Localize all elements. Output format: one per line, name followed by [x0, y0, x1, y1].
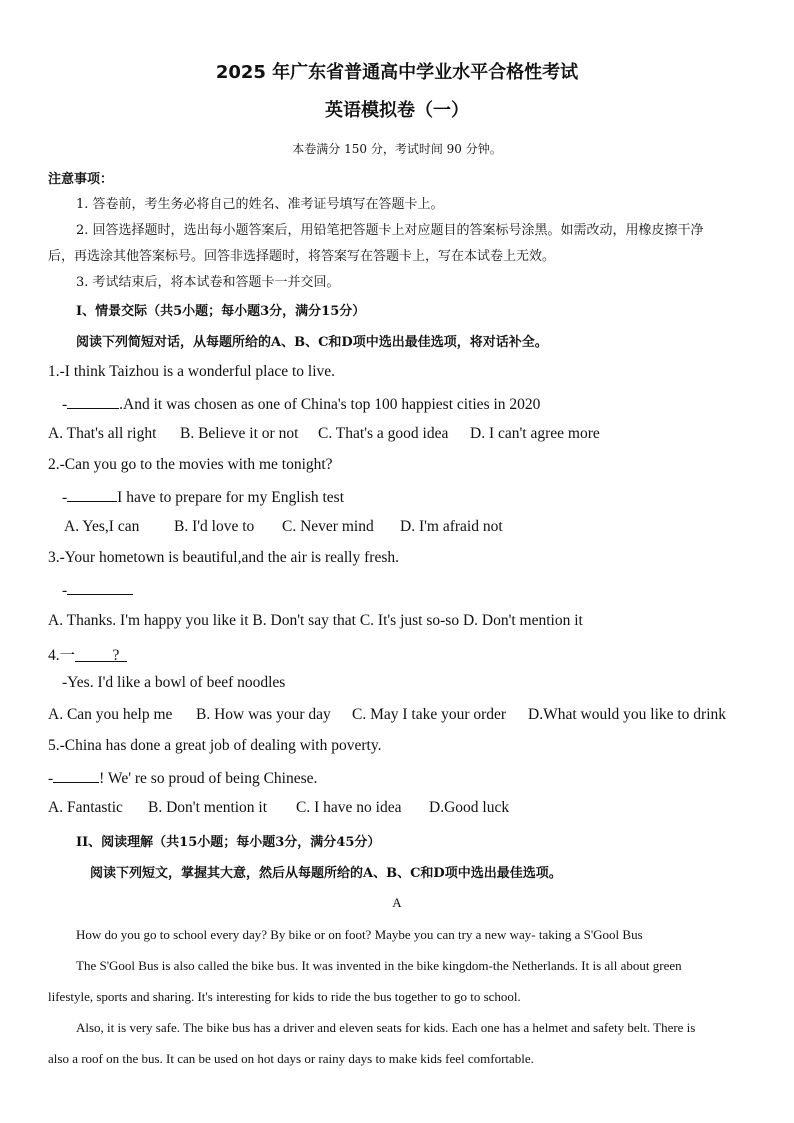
response-text: I have to prepare for my English test — [117, 489, 345, 506]
note-item: 2. 回答选择题时，选出每小题答案后，用铅笔把答题卡上对应题目的答案标号涂黑。如需改动，用橡皮擦干净 — [76, 223, 704, 238]
question-number: 4.一 — [48, 647, 76, 664]
dash: - — [62, 582, 68, 599]
option-d: D. I can't agree more — [470, 425, 600, 442]
answer-blank — [67, 580, 133, 595]
question-5-response — [48, 768, 317, 788]
question-3-options: A. Thanks. I'm happy you like it B. Don't say that C. It's just so-so D. Don't mention it — [48, 612, 583, 629]
question-1-options — [48, 425, 600, 443]
option-a: A. That's all right — [48, 425, 157, 442]
passage-line: The S'Gool Bus is also called the bike bus. It was invented in the bike kingdom-the Netherlands. It is all about green — [76, 958, 682, 973]
passage-label: A — [392, 895, 402, 910]
option-a: A. Yes,I can — [64, 518, 140, 535]
dash: - — [62, 489, 68, 506]
exam-title: 2025 年广东省普通高中学业水平合格性考试 — [215, 62, 579, 83]
notes-heading: 注意事项： — [48, 172, 114, 187]
option-b: B. Don't mention it — [148, 799, 268, 816]
option-c: C. I have no idea — [296, 799, 402, 816]
answer-blank — [67, 487, 117, 502]
option-c: C. That's a good idea — [318, 425, 449, 442]
question-1-response — [62, 394, 540, 414]
option-b: B. I'd love to — [174, 518, 255, 535]
option-d: D. I'm afraid not — [400, 518, 503, 535]
exam-subtitle: 英语模拟卷（一） — [325, 100, 469, 121]
response-text: ! We' re so proud of being Chinese. — [99, 770, 318, 787]
answer-blank — [67, 394, 119, 409]
question-4-response: -Yes. I'd like a bowl of beef noodles — [62, 674, 286, 691]
question-2-response — [62, 487, 344, 507]
option-b: B. Believe it or not — [180, 425, 299, 442]
dash: - — [48, 770, 54, 787]
option-d: D.Good luck — [429, 799, 510, 816]
note-item: 1. 答卷前，考生务必将自己的姓名、准考证号填写在答题卡上。 — [76, 197, 444, 212]
question-3-prompt: 3.-Your hometown is beautiful,and the air is really fresh. — [48, 549, 399, 566]
note-item: 3. 考试结束后，将本试卷和答题卡一并交回。 — [76, 275, 340, 290]
option-a: A. Can you help me — [48, 706, 173, 723]
note-item: 后，再选涂其他答案标号。回答非选择题时，将答案写在答题卡上，写在本试卷上无效。 — [48, 249, 556, 264]
question-2-options — [64, 518, 503, 536]
question-5-options — [48, 799, 509, 817]
passage-line: Also, it is very safe. The bike bus has a driver and eleven seats for kids. Each one has a helmet and safety belt. There is — [76, 1020, 696, 1035]
question-4-options — [48, 706, 726, 724]
option-d: D.What would you like to drink — [528, 706, 727, 723]
answer-blank — [53, 768, 99, 783]
passage-line: lifestyle, sports and sharing. It's interesting for kids to ride the bus together to go to school. — [48, 989, 521, 1004]
blank-question-mark: ? — [112, 647, 120, 664]
section2-instruction: 阅读下列短文，掌握其大意，然后从每题所给的A、B、C和D项中选出最佳选项。 — [90, 866, 562, 881]
question-1-prompt: 1.-I think Taizhou is a wonderful place to live. — [48, 363, 336, 380]
option-b: B. How was your day — [196, 706, 331, 723]
passage-line: How do you go to school every day? By bike or on foot? Maybe you can try a new way- taking a S'Gool Bus — [76, 927, 643, 942]
option-c: C. May I take your order — [352, 706, 507, 723]
exam-info: 本卷满分 150 分，考试时间 90 分钟。 — [292, 142, 502, 156]
dash: - — [62, 396, 68, 413]
question-3-response — [62, 580, 133, 600]
option-c: C. Never mind — [282, 518, 374, 535]
question-4-prompt — [48, 643, 127, 665]
passage-line: also a roof on the bus. It can be used on hot days or rainy days to make kids feel comfortable. — [48, 1051, 534, 1066]
section1-instruction: 阅读下列简短对话，从每题所给的A、B、C和D项中选出最佳选项，将对话补全。 — [76, 335, 548, 350]
section1-heading: I、情景交际（共5小题；每小题3分，满分15分） — [76, 304, 366, 319]
response-text: .And it was chosen as one of China's top 100 happiest cities in 2020 — [119, 396, 541, 413]
section2-heading: II、阅读理解（共15小题；每小题3分，满分45分） — [76, 835, 381, 850]
option-a: A. Fantastic — [48, 799, 123, 816]
question-2-prompt: 2.-Can you go to the movies with me tonight? — [48, 456, 333, 473]
question-5-prompt: 5.-China has done a great job of dealing with poverty. — [48, 737, 382, 754]
answer-blank — [75, 647, 127, 662]
